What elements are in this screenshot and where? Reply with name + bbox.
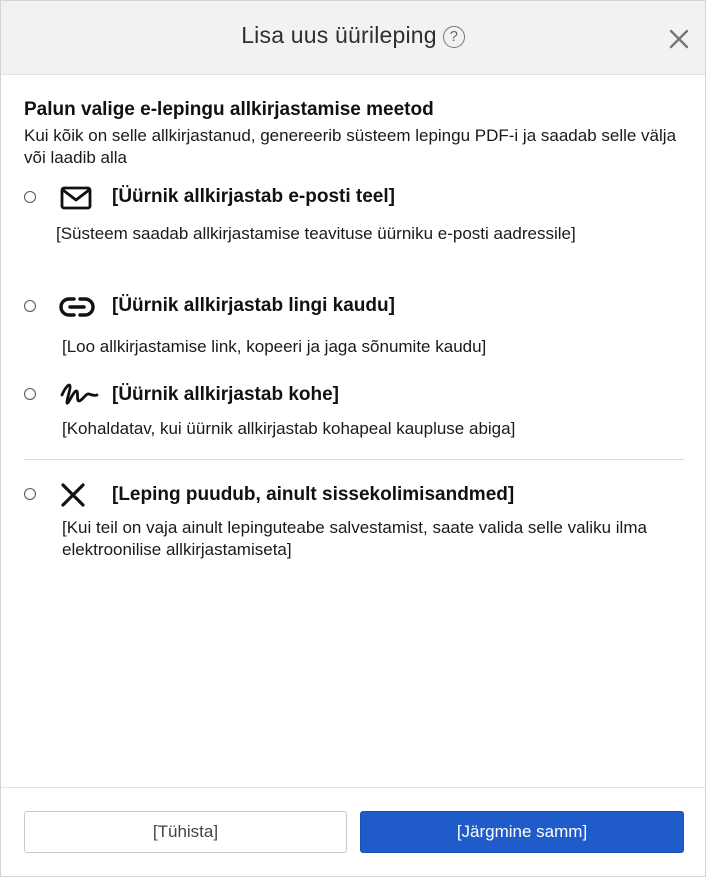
radio-link[interactable] (24, 300, 36, 312)
dialog-header (1, 1, 705, 75)
option-title: [Üürnik allkirjastab kohe] (112, 384, 340, 405)
next-step-button[interactable]: [Järgmine samm] (360, 811, 684, 853)
footer-divider (1, 787, 705, 788)
x-icon (59, 482, 95, 510)
title-wrap (1, 22, 705, 49)
option-description: [Kohaldatav, kui üürnik allkirjastab kohapeal kaupluse abiga] (62, 419, 516, 438)
envelope-icon (59, 185, 95, 213)
options-divider (24, 459, 684, 460)
link-icon (59, 294, 95, 322)
radio-no-lease[interactable] (24, 488, 36, 500)
help-icon[interactable]: ? (443, 26, 465, 48)
option-description: [Loo allkirjastamise link, kopeeri ja jaga sõnumite kaudu] (62, 337, 487, 356)
option-title: [Leping puudub, ainult sissekolimisandmed] (112, 484, 515, 505)
option-title: [Üürnik allkirjastab lingi kaudu] (112, 295, 395, 316)
intro-description: Kui kõik on selle allkirjastanud, genereerib süsteem lepingu PDF-i ja saadab selle välja või laadib alla (24, 126, 677, 167)
option-description: [Kui teil on vaja ainult lepinguteabe salvestamist, saate valida selle valiku ilma elektroonilise allkirjastamiseta] (62, 518, 647, 559)
radio-email[interactable] (24, 191, 36, 203)
close-icon (667, 27, 691, 51)
dialog-title: Lisa uus üürileping (241, 22, 437, 48)
close-button[interactable] (667, 27, 691, 51)
option-title: [Üürnik allkirjastab e-posti teel] (112, 186, 395, 207)
option-description: [Süsteem saadab allkirjastamise teavituse üürniku e-posti aadressile] (56, 224, 576, 243)
signature-icon (59, 379, 95, 407)
radio-sign-now[interactable] (24, 388, 36, 400)
cancel-button[interactable]: [Tühista] (24, 811, 347, 853)
intro-title: Palun valige e-lepingu allkirjastamise meetod (24, 99, 434, 120)
